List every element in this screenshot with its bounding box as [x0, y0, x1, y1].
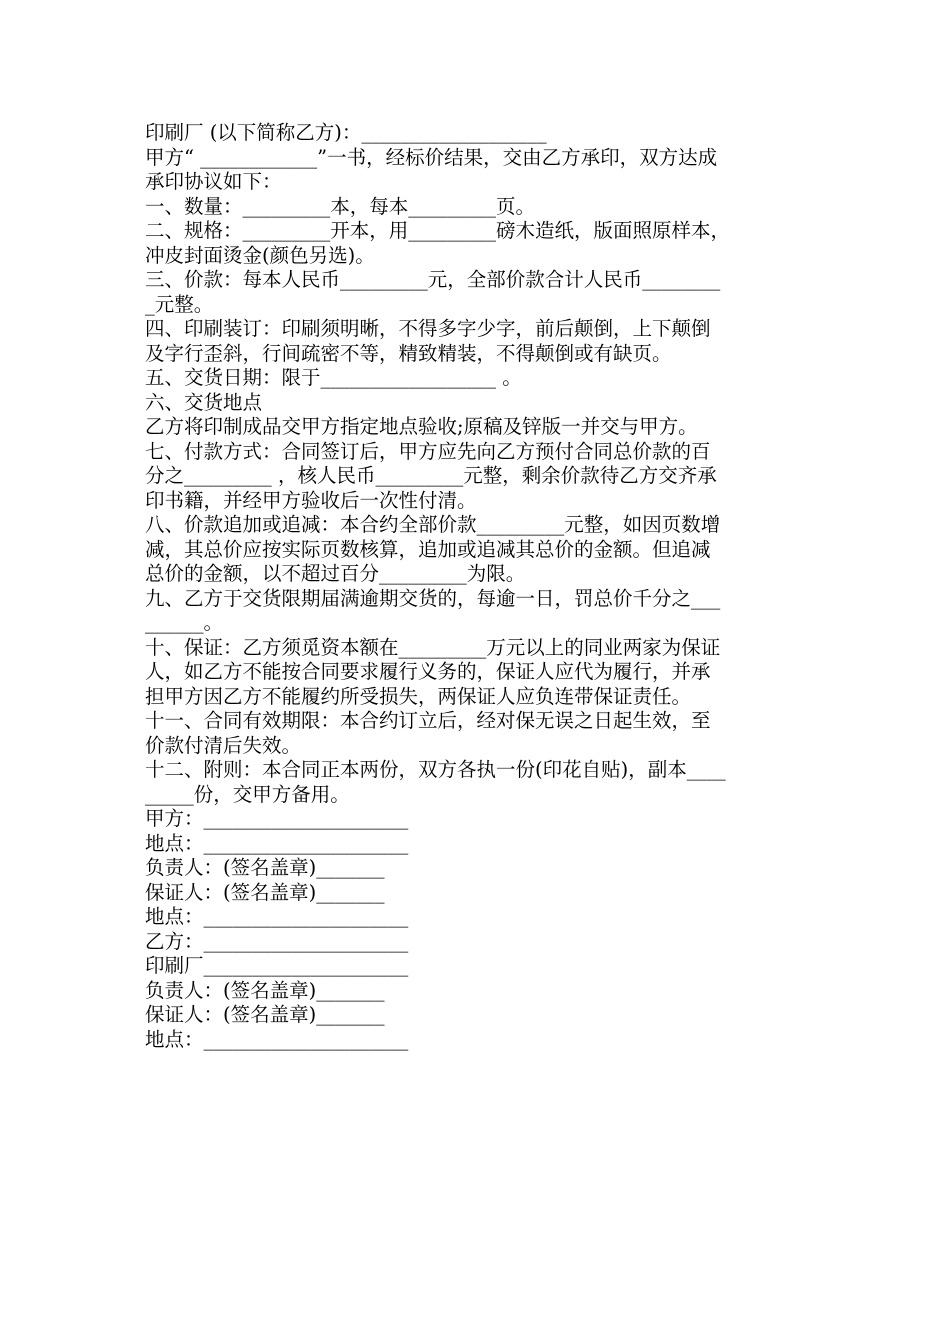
signature-line-party-b: 乙方：_____________________ [145, 929, 409, 953]
text-line: 一、数量：_________本，每本_________页。 [145, 194, 536, 218]
signature-line-address: 地点：_____________________ [145, 1027, 409, 1051]
text-line: 三、价款：每本人民币_________元，全部价款合计人民币________ [145, 268, 721, 291]
text-line: 八、价款追加或追减：本合约全部价款_________元整，如因页数增 [145, 513, 721, 536]
signature-line-printer: 印刷厂_____________________ [145, 954, 409, 977]
text-line: 七、付款方式：合同签订后，甲方应先向乙方预付合同总价款的百 [145, 439, 711, 463]
text-line: 四、印刷装订：印刷须明晰，不得多字少字，前后颠倒，上下颠倒 [145, 317, 711, 340]
text-line: ______。 [145, 611, 224, 634]
text-line: 印刷厂 (以下简称乙方)：___________________ [145, 121, 547, 144]
text-line: 减，其总价应按实际页数核算，追加或追减其总价的金额。但追减 [145, 537, 711, 561]
text-line: 分之_________ ，核人民币_________元整，剩余价款待乙方交齐承 [145, 464, 717, 487]
text-line: 十、保证：乙方须觅资本额在_________万元以上的同业两家为保证 [145, 635, 721, 659]
text-line: 价款付清后失效。 [145, 733, 302, 757]
text-line: _元整。 [145, 292, 214, 316]
text-line: 十二、附则：本合同正本两份，双方各执一份(印花自贴)，副本____ [145, 758, 726, 781]
text-line: 六、交货地点 [145, 390, 263, 414]
text-line: 冲皮封面烫金(颜色另选)。 [145, 243, 375, 267]
signature-line-address: 地点：_____________________ [145, 831, 409, 855]
text-line: 甲方“ ____________”一书，经标价结果，交由乙方承印，双方达成 [145, 145, 718, 169]
signature-line-guarantor: 保证人：(签名盖章)_______ [145, 880, 385, 904]
text-line: 总价的金额，以不超过百分_________为限。 [145, 562, 526, 585]
text-line: 乙方将印制成品交甲方指定地点验收;原稿及锌版一并交与甲方。 [145, 415, 698, 438]
signature-line-party-a: 甲方：_____________________ [145, 807, 409, 830]
text-line: 二、规格：_________开本，用_________磅木造纸，版面照原样本， [145, 219, 731, 242]
text-line: 及字行歪斜，行间疏密不等，精致精装，不得颠倒或有缺页。 [145, 341, 672, 365]
text-line: 担甲方因乙方不能履约所受损失，两保证人应负连带保证责任。 [145, 684, 692, 708]
text-line: _____份，交甲方备用。 [145, 782, 350, 806]
text-line: 印书籍，并经甲方验收后一次性付清。 [145, 488, 477, 512]
text-line: 九、乙方于交货限期届满逾期交货的，每逾一日，罚总价千分之___ [145, 586, 721, 610]
signature-line-address: 地点：_____________________ [145, 905, 409, 928]
text-line: 人，如乙方不能按合同要求履行义务的，保证人应代为履行，并承 [145, 660, 711, 683]
contract-text [145, 121, 815, 1052]
signature-line-guarantor: 保证人：(签名盖章)_______ [145, 1003, 385, 1026]
text-line: 十一、合同有效期限：本合约订立后，经对保无误之日起生效，至 [145, 709, 711, 732]
signature-line-responsible: 负责人：(签名盖章)_______ [145, 856, 385, 879]
text-line: 五、交货日期：限于__________________ 。 [145, 366, 522, 389]
signature-line-responsible: 负责人：(签名盖章)_______ [145, 978, 385, 1002]
text-line: 承印协议如下： [145, 170, 282, 193]
